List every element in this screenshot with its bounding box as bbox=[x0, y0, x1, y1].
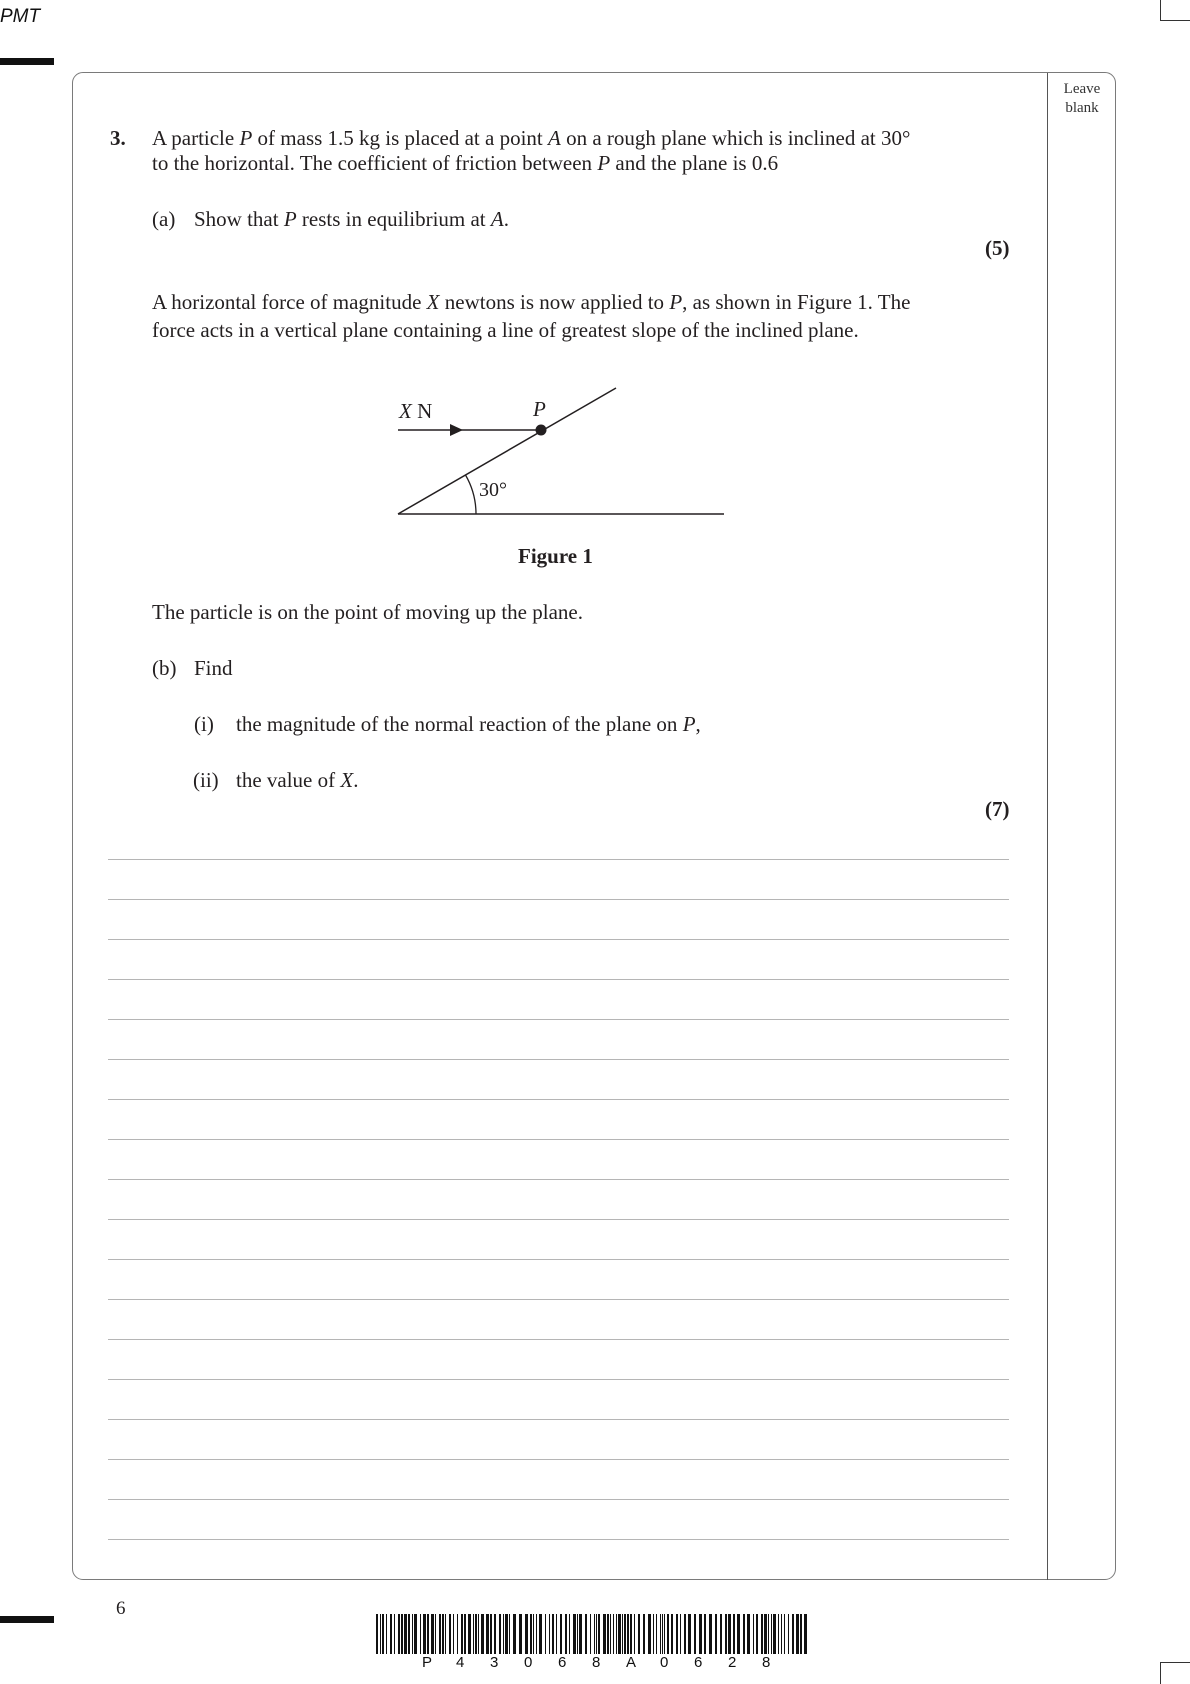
force-arrowhead-icon bbox=[450, 424, 463, 436]
barcode-bar bbox=[401, 1614, 403, 1654]
barcode-bar bbox=[509, 1614, 510, 1654]
barcode-bar bbox=[756, 1614, 758, 1654]
barcode-bar bbox=[603, 1614, 606, 1654]
barcode-bar bbox=[804, 1614, 807, 1654]
barcode-bar bbox=[622, 1614, 623, 1654]
barcode-bar bbox=[439, 1614, 441, 1654]
part-a-label: (a) bbox=[152, 207, 176, 231]
leave-blank-label bbox=[1050, 80, 1114, 118]
page-number: 6 bbox=[116, 1598, 126, 1619]
part-b-marks: (7) bbox=[985, 797, 1010, 821]
angle-arc bbox=[466, 475, 477, 514]
barcode-bar bbox=[590, 1614, 591, 1654]
barcode-bar bbox=[781, 1614, 782, 1654]
barcode-bar bbox=[671, 1614, 673, 1654]
part-b-text: Find bbox=[194, 656, 233, 680]
barcode-bar bbox=[699, 1614, 702, 1654]
barcode-char: P bbox=[422, 1654, 433, 1671]
barcode-bar bbox=[549, 1614, 550, 1654]
answer-line[interactable] bbox=[108, 1299, 1009, 1300]
barcode-bar bbox=[431, 1614, 434, 1654]
barcode-bar bbox=[579, 1614, 582, 1654]
barcode-bar bbox=[536, 1614, 537, 1654]
answer-line[interactable] bbox=[108, 1059, 1009, 1060]
barcode-bar bbox=[788, 1614, 789, 1654]
barcode-bar bbox=[792, 1614, 794, 1654]
barcode-bar bbox=[594, 1614, 595, 1654]
answer-line[interactable] bbox=[108, 1179, 1009, 1180]
barcode-bar bbox=[627, 1614, 629, 1654]
question-stem-line-1: A particle P of mass 1.5 kg is placed at a point A on a rough plane which is inclined at 30° bbox=[152, 126, 911, 150]
barcode-bar bbox=[664, 1614, 665, 1654]
barcode-bar bbox=[503, 1614, 504, 1654]
barcode-bar bbox=[382, 1614, 384, 1654]
part-b-label: (b) bbox=[152, 656, 177, 680]
barcode-bar bbox=[771, 1614, 772, 1654]
barcode-bar bbox=[747, 1614, 750, 1654]
answer-line[interactable] bbox=[108, 1379, 1009, 1380]
barcode-bar bbox=[725, 1614, 727, 1654]
barcode-bar bbox=[414, 1614, 417, 1654]
barcode-bar bbox=[656, 1614, 657, 1654]
answer-line[interactable] bbox=[108, 1219, 1009, 1220]
barcode-bar bbox=[545, 1614, 546, 1654]
part-a-marks: (5) bbox=[985, 236, 1010, 260]
barcode-char: A bbox=[626, 1654, 637, 1671]
barcode-bar bbox=[490, 1614, 492, 1654]
barcode-bar bbox=[486, 1614, 489, 1654]
part-b-i-text: the magnitude of the normal reaction of the plane on P, bbox=[236, 712, 701, 736]
barcode-bar bbox=[457, 1614, 458, 1654]
figure-1-diagram bbox=[380, 380, 740, 520]
force-label: X N bbox=[399, 399, 433, 423]
barcode-bar bbox=[676, 1614, 678, 1654]
barcode-bar bbox=[386, 1614, 387, 1654]
answer-line[interactable] bbox=[108, 1419, 1009, 1420]
barcode-bar bbox=[394, 1614, 395, 1654]
barcode-bar bbox=[667, 1614, 669, 1654]
barcode-bar bbox=[720, 1614, 722, 1654]
barcode-bar bbox=[565, 1614, 567, 1654]
barcode-bar bbox=[519, 1614, 522, 1654]
particle-p-dot bbox=[536, 425, 547, 436]
crop-bar-top bbox=[0, 58, 54, 65]
barcode-bar bbox=[390, 1614, 392, 1654]
barcode-bar bbox=[709, 1614, 712, 1654]
part-a-text: Show that P rests in equilibrium at A. bbox=[194, 207, 509, 231]
particle-state-text: The particle is on the point of moving up the plane. bbox=[152, 600, 583, 624]
barcode-bar bbox=[796, 1614, 799, 1654]
crop-mark-top-v bbox=[1160, 0, 1161, 20]
answer-line[interactable] bbox=[108, 859, 1009, 860]
barcode-bar bbox=[585, 1614, 587, 1654]
barcode-bar bbox=[764, 1614, 767, 1654]
barcode-bar bbox=[773, 1614, 776, 1654]
barcode-bar bbox=[694, 1614, 696, 1654]
barcode-bar bbox=[505, 1614, 508, 1654]
barcode-bar bbox=[473, 1614, 474, 1654]
barcode-bar bbox=[753, 1614, 754, 1654]
barcode-bar bbox=[618, 1614, 621, 1654]
barcode-bar bbox=[453, 1614, 454, 1654]
barcode-bar bbox=[653, 1614, 654, 1654]
barcode-bar bbox=[513, 1614, 516, 1654]
crop-mark-top-h bbox=[1160, 20, 1190, 21]
barcode-bar bbox=[704, 1614, 706, 1654]
barcode-bar bbox=[376, 1614, 378, 1654]
barcode-bar bbox=[648, 1614, 651, 1654]
barcode-bar bbox=[643, 1614, 645, 1654]
context-line-2: force acts in a vertical plane containing a line of greatest slope of the inclined plane. bbox=[152, 318, 859, 342]
barcode-bar bbox=[530, 1614, 532, 1654]
barcode-bar bbox=[715, 1614, 717, 1654]
barcode-char: 3 bbox=[490, 1654, 499, 1671]
barcode-char: 0 bbox=[660, 1654, 669, 1671]
barcode-bar bbox=[607, 1614, 609, 1654]
barcode-bar bbox=[464, 1614, 466, 1654]
barcode-bar bbox=[560, 1614, 562, 1654]
particle-label: P bbox=[533, 397, 546, 421]
barcode-bar bbox=[478, 1614, 479, 1654]
barcode-bar bbox=[427, 1614, 429, 1654]
answer-line[interactable] bbox=[108, 939, 1009, 940]
barcode-bar bbox=[688, 1614, 691, 1654]
barcode-bar bbox=[475, 1614, 477, 1654]
angle-label: 30° bbox=[479, 479, 507, 501]
barcode-bar bbox=[624, 1614, 626, 1654]
barcode-bar bbox=[533, 1614, 534, 1654]
barcode-bar bbox=[613, 1614, 614, 1654]
answer-line[interactable] bbox=[108, 1539, 1009, 1540]
barcode-bar bbox=[596, 1614, 597, 1654]
barcode-char: 6 bbox=[694, 1654, 703, 1671]
barcode-bar bbox=[728, 1614, 731, 1654]
barcode-bar bbox=[784, 1614, 785, 1654]
barcode-bar bbox=[662, 1614, 663, 1654]
barcode-bar bbox=[539, 1614, 542, 1654]
barcode-bar bbox=[630, 1614, 632, 1654]
context-line-1: A horizontal force of magnitude X newtons is now applied to P, as shown in Figure 1. The bbox=[152, 290, 911, 314]
barcode-bar bbox=[442, 1614, 444, 1654]
barcode-bar bbox=[412, 1614, 413, 1654]
barcode-bar bbox=[404, 1614, 407, 1654]
answer-line[interactable] bbox=[108, 1139, 1009, 1140]
answer-line[interactable] bbox=[108, 899, 1009, 900]
barcode-bar bbox=[778, 1614, 779, 1654]
part-b-i-label: (i) bbox=[194, 712, 214, 736]
figure-caption: Figure 1 bbox=[518, 544, 593, 568]
leave-blank-line-2: blank bbox=[1065, 100, 1099, 116]
barcode-char: 4 bbox=[456, 1654, 465, 1671]
barcode-bar bbox=[573, 1614, 576, 1654]
barcode-bar bbox=[552, 1614, 554, 1654]
barcode-bar bbox=[380, 1614, 381, 1654]
part-b-ii-label: (ii) bbox=[193, 768, 219, 792]
barcode-bar bbox=[737, 1614, 740, 1654]
crop-bar-bottom bbox=[0, 1616, 54, 1623]
barcode-bar bbox=[461, 1614, 463, 1654]
barcode-image bbox=[376, 1614, 810, 1654]
barcode-bar bbox=[616, 1614, 617, 1654]
margin-divider bbox=[1047, 73, 1048, 1580]
crop-mark-bottom-h bbox=[1160, 1662, 1190, 1663]
answer-line[interactable] bbox=[108, 1499, 1009, 1500]
barcode-bar bbox=[761, 1614, 763, 1654]
barcode-bar bbox=[638, 1614, 640, 1654]
barcode-bar bbox=[525, 1614, 528, 1654]
barcode-char: 8 bbox=[592, 1654, 601, 1671]
barcode-char: 8 bbox=[762, 1654, 771, 1671]
barcode-bar bbox=[449, 1614, 451, 1654]
answer-line[interactable] bbox=[108, 1459, 1009, 1460]
barcode-bar bbox=[610, 1614, 611, 1654]
barcode-bar bbox=[569, 1614, 570, 1654]
part-b-ii-text: the value of X. bbox=[236, 768, 359, 792]
question-stem-line-2: to the horizontal. The coefficient of friction between P and the plane is 0.6 bbox=[152, 151, 779, 175]
answer-line[interactable] bbox=[108, 1259, 1009, 1260]
answer-line[interactable] bbox=[108, 1099, 1009, 1100]
barcode-char: 6 bbox=[558, 1654, 567, 1671]
barcode-bar bbox=[680, 1614, 681, 1654]
crop-mark-bottom-v bbox=[1160, 1662, 1161, 1684]
barcode-bar bbox=[398, 1614, 400, 1654]
barcode-bar bbox=[445, 1614, 446, 1654]
barcode-bar bbox=[481, 1614, 484, 1654]
barcode-bar bbox=[420, 1614, 421, 1654]
barcode-bar bbox=[499, 1614, 501, 1654]
barcode-bar bbox=[468, 1614, 471, 1654]
barcode-bar bbox=[660, 1614, 661, 1654]
barcode-char: 2 bbox=[728, 1654, 737, 1671]
barcode-bar bbox=[556, 1614, 557, 1654]
barcode-bar bbox=[408, 1614, 410, 1654]
barcode-bar bbox=[577, 1614, 578, 1654]
barcode-bar bbox=[768, 1614, 769, 1654]
barcode-bar bbox=[598, 1614, 600, 1654]
barcode-bar bbox=[800, 1614, 802, 1654]
answer-line[interactable] bbox=[108, 1339, 1009, 1340]
source-mark: PMT bbox=[0, 6, 41, 27]
barcode-bar bbox=[494, 1614, 496, 1654]
leave-blank-line-1: Leave bbox=[1063, 81, 1101, 97]
answer-line[interactable] bbox=[108, 979, 1009, 980]
barcode-bar bbox=[634, 1614, 635, 1654]
barcode-bar bbox=[435, 1614, 436, 1654]
barcode-bar bbox=[733, 1614, 735, 1654]
barcode-bar bbox=[423, 1614, 426, 1654]
question-number: 3. bbox=[110, 126, 126, 150]
answer-line[interactable] bbox=[108, 1019, 1009, 1020]
barcode-bar bbox=[743, 1614, 745, 1654]
barcode-bar bbox=[684, 1614, 686, 1654]
barcode-char: 0 bbox=[524, 1654, 533, 1671]
